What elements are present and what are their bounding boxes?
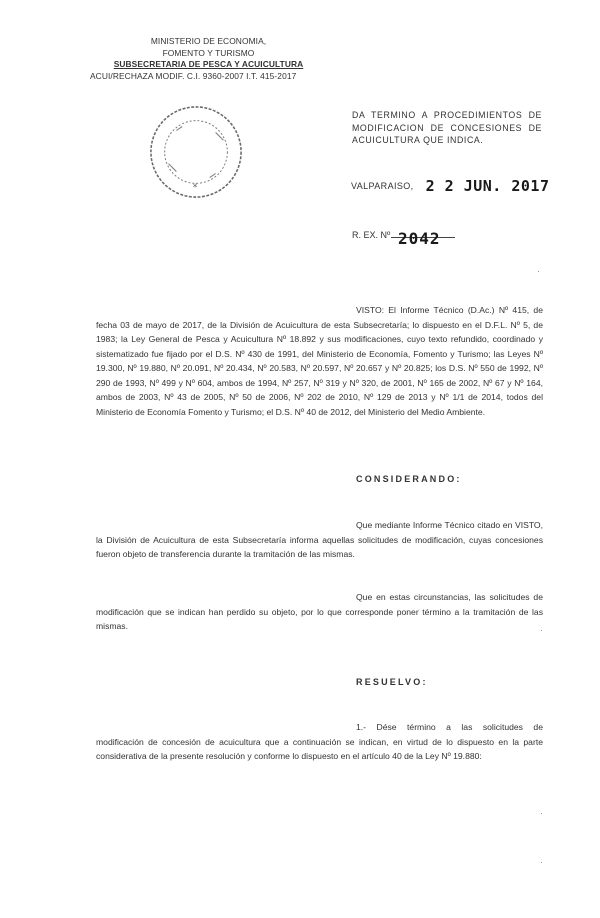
resolution-prefix: R. EX. Nº: [352, 230, 391, 240]
considerando-paragraph-1: Que mediante Informe Técnico citado en VISTO, la División de Acuicultura de esta Subsecretaría informa aquellas solicitudes de modificación, cuyas concesiones fueron objeto de transferencia durante la tramitación de las mismas.: [96, 520, 543, 559]
resolution-number: 2042: [398, 229, 441, 248]
margin-mark: ·: [540, 808, 543, 818]
resolution-subject: DA TERMINO A PROCEDIMIENTOS DE MODIFICACION DE CONCESIONES DE ACUICULTURA QUE INDICA.: [352, 110, 542, 145]
letterhead: [90, 36, 321, 82]
considerando-heading: CONSIDERANDO:: [356, 474, 462, 484]
margin-mark: ·: [540, 625, 543, 635]
considerando-paragraph-2-block: [96, 590, 543, 634]
ministry-name-continued: FOMENTO Y TURISMO: [162, 47, 255, 58]
margin-mark: ·: [537, 266, 540, 276]
considerando-paragraph-1-block: [96, 518, 543, 562]
ministry-name: MINISTERIO DE ECONOMIA,: [150, 36, 267, 46]
city-label: VALPARAISO,: [351, 181, 414, 191]
official-seal-stamp: [147, 103, 245, 201]
resuelvo-heading: RESUELVO:: [356, 677, 428, 687]
visto-paragraph: VISTO: El Informe Técnico (D.Ac.) Nº 415, de fecha 03 de mayo de 2017, de la División de Acuicultura de esta Subsecretaría; lo dispuesto en el D.F.L. Nº 5, de 1983; la Ley General de Pesca y Acuicultura Nº 18.892 y sus modificaciones, cuyo texto refundido, coordinado y sistematizado fue fijado por el D.S. Nº 430 de 1991, del Ministerio de Economía, Fomento y Turismo; las Leyes Nº 19.300, Nº 19.880, Nº 20.091, Nº 20.434, Nº 20.583, Nº 20.597, Nº 20.657 y Nº 20.825; los D.S. Nº 550 de 1992, Nº 290 de 1993, Nº 499 y Nº 604, ambos de 1994, Nº 257, Nº 319 y Nº 320, de 2001, Nº 165 de 2002, Nº 67 y Nº 164, ambos de 2003, Nº 43 de 2005, Nº 50 de 2006, Nº 202 de 2010, Nº 129 de 2013 y Nº 1/1 de 2014, todos del Ministerio de Economía Fomento y Turismo; el D.S. Nº 40 de 2012, del Ministerio del Medio Ambiente.: [96, 305, 543, 417]
file-reference: ACUI/RECHAZA MODIF. C.I. 9360-2007 I.T. 415-2017: [90, 70, 297, 81]
considerando-paragraph-2: Que en estas circunstancias, las solicitudes de modificación que se indican han perdido su objeto, por lo que corresponde poner término a la tramitación de las mismas.: [96, 592, 543, 631]
resuelvo-paragraph-1: 1.- Dése término a las solicitudes de modificación de concesión de acuicultura que a continuación se indican, en virtud de lo dispuesto en la parte considerativa de la presente resolución y conforme lo dispuesto en el artículo 40 de la Ley Nº 19.880:: [96, 722, 543, 761]
date-stamp: 2 2 JUN. 2017: [425, 177, 550, 195]
visto-section: [96, 303, 543, 419]
margin-mark: ·: [540, 857, 543, 867]
resuelvo-paragraph-1-block: [96, 720, 543, 764]
date-line: [351, 175, 550, 193]
undersecretariat-name: SUBSECRETARIA DE PESCA Y ACUICULTURA: [113, 59, 304, 69]
svg-text:*: *: [192, 183, 198, 194]
